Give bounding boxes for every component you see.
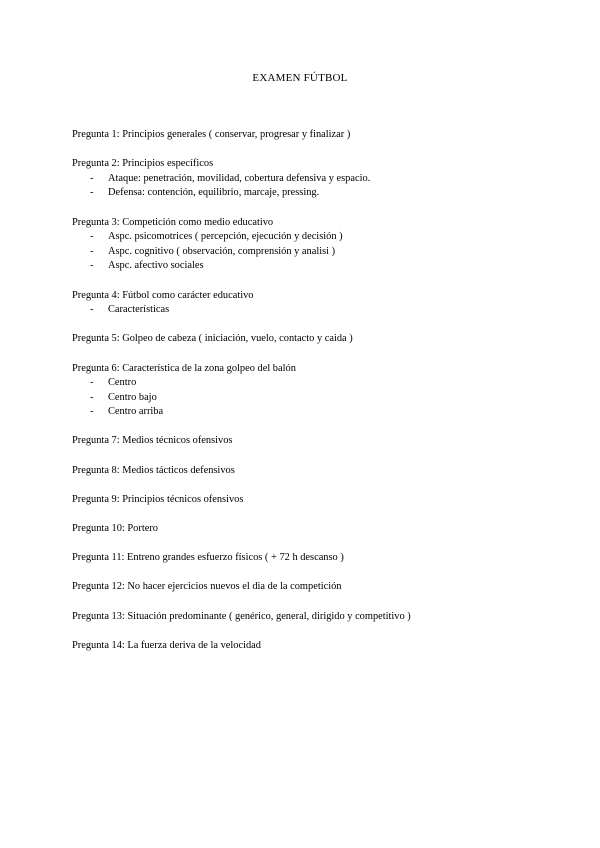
question-block (72, 332, 542, 347)
document-title: EXAMEN FÚTBOL (252, 72, 348, 84)
question-text: Pregunta 6: Característica de la zona golpeo del balón (72, 362, 296, 374)
sub-item-list (72, 303, 542, 318)
question-block (72, 157, 542, 201)
sub-item-list (72, 172, 542, 201)
sub-item: - Defensa: contención, equilibrio, marcaje, pressing. (72, 186, 542, 201)
question-text: Pregunta 14: La fuerza deriva de la velocidad (72, 639, 261, 651)
sub-item: - Centro bajo (72, 391, 542, 406)
sub-item: - Centro arriba (72, 405, 542, 420)
question-block (72, 434, 542, 449)
question-text: Pregunta 2: Principios específicos (72, 158, 214, 170)
sub-item: - Centro (72, 376, 542, 391)
question-block (72, 551, 542, 566)
question-block (72, 128, 542, 143)
sub-item: - Ataque: penetración, movilidad, cobertura defensiva y espacio. (72, 172, 542, 187)
question-block (72, 362, 542, 420)
question-block (72, 216, 542, 274)
sub-item: - Características (72, 303, 542, 318)
question-text: Pregunta 7: Medios técnicos ofensivos (72, 435, 233, 447)
question-text: Pregunta 12: No hacer ejercicios nuevos el dia de la competición (72, 581, 342, 593)
sub-item: - Aspc. afectivo sociales (72, 259, 542, 274)
sub-item: - Aspc. cognitivo ( observación, comprensión y analisi ) (72, 245, 542, 260)
question-text: Pregunta 13: Situación predominante ( genérico, general, dirigido y competitivo ) (72, 610, 411, 622)
sub-item-list (72, 230, 542, 274)
question-text: Pregunta 4: Fútbol como carácter educativo (72, 289, 254, 301)
question-list (72, 128, 542, 668)
question-block (72, 580, 542, 595)
question-text: Pregunta 3: Competición como medio educativo (72, 216, 274, 228)
question-text: Pregunta 1: Principios generales ( conservar, progresar y finalizar ) (72, 129, 351, 140)
question-block (72, 610, 542, 625)
question-block (72, 464, 542, 479)
question-block (72, 522, 542, 537)
question-block (72, 639, 542, 654)
question-text: Pregunta 11: Entreno grandes esfuerzo físicos ( + 72 h descanso ) (72, 552, 344, 564)
question-block (72, 289, 542, 318)
sub-item: - Aspc. psicomotrices ( percepción, ejecución y decisión ) (72, 230, 542, 245)
question-text: Pregunta 10: Portero (72, 523, 158, 535)
sub-item-list (72, 376, 542, 420)
question-block (72, 493, 542, 508)
question-text: Pregunta 5: Golpeo de cabeza ( iniciación, vuelo, contacto y caida ) (72, 333, 353, 345)
question-text: Pregunta 8: Medios tácticos defensivos (72, 464, 235, 476)
question-text: Pregunta 9: Principios técnicos ofensivos (72, 493, 244, 505)
